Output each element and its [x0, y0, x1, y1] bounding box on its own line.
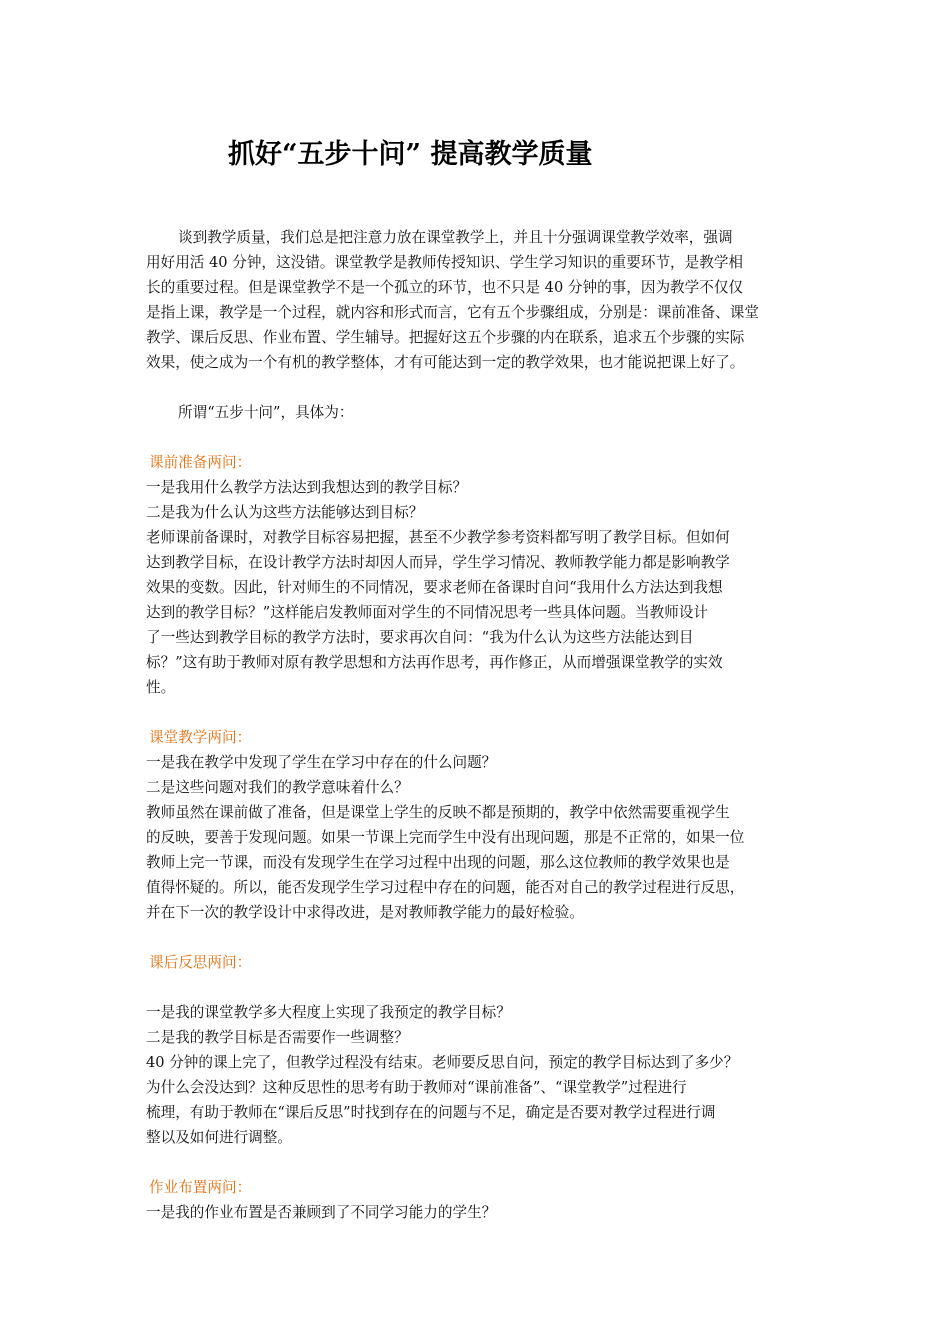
intro-line: 教学、课后反思、作业布置、学生辅导。把握好这五个步骤的内在联系，追求五个步骤的实际: [146, 329, 745, 346]
section-body-line: 达到教学目标，在设计教学方法时却因人而异，学生学习情况、教师教学能力都是影响教学: [146, 554, 730, 571]
section-question: 一是我的课堂教学多大程度上实现了我预定的教学目标？: [146, 1004, 511, 1021]
section-body-line: 教师上完一节课，而没有发现学生在学习过程中出现的问题，那么这位教师的教学效果也是: [146, 854, 730, 871]
section-body-line: 并在下一次的教学设计中求得改进，是对教师教学能力的最好检验。: [146, 904, 584, 921]
section-question: 二是我为什么认为这些方法能够达到目标？: [146, 504, 424, 521]
intro-line: 长的重要过程。但是课堂教学不是一个孤立的环节，也不只是 40 分钟的事，因为教学不仅仅: [146, 279, 744, 296]
section-heading: 课后反思两问：: [149, 954, 252, 971]
section-body-line: 老师课前备课时，对教学目标容易把握，甚至不少教学参考资料都写明了教学目标。但如何: [146, 529, 730, 546]
section-question: 一是我在教学中发现了学生在学习中存在的什么问题？: [146, 754, 497, 771]
intro-line: 谈到教学质量，我们总是把注意力放在课堂教学上，并且十分强调课堂教学效率，强调: [178, 229, 733, 246]
section-body-line: 整以及如何进行调整。: [146, 1129, 292, 1146]
section-question: 一是我用什么教学方法达到我想达到的教学目标？: [146, 479, 468, 496]
section-body-line: 为什么会没达到？这种反思性的思考有助于教师对“课前准备”、“课堂教学”过程进行: [146, 1079, 687, 1096]
section-body-line: 的反映，要善于发现问题。如果一节课上完而学生中没有出现问题，那是不正常的，如果一位: [146, 829, 745, 846]
section-heading: 作业布置两问：: [149, 1179, 252, 1196]
section-question: 一是我的作业布置是否兼顾到了不同学习能力的学生？: [146, 1204, 497, 1221]
lead-line: 所谓“五步十问”，具体为：: [178, 404, 354, 421]
section-question: 二是我的教学目标是否需要作一些调整？: [146, 1029, 409, 1046]
section-question: 二是这些问题对我们的教学意味着什么？: [146, 779, 409, 796]
section-body-line: 标？”这有助于教师对原有教学思想和方法再作思考，再作修正，从而增强课堂教学的实效: [146, 654, 723, 671]
intro-line: 用好用活 40 分钟，这没错。课堂教学是教师传授知识、学生学习知识的重要环节，是教学相: [146, 254, 744, 271]
section-heading: 课堂教学两问：: [149, 729, 252, 746]
section-body-line: 效果的变数。因此，针对师生的不同情况，要求老师在备课时自问“我用什么方法达到我想: [146, 579, 723, 596]
section-body-line: 教师虽然在课前做了准备，但是课堂上学生的反映不都是预期的，教学中依然需要重视学生: [146, 804, 730, 821]
section-body-line: 值得怀疑的。所以，能否发现学生学习过程中存在的问题，能否对自己的教学过程进行反思，: [146, 879, 745, 896]
section-body-line: 40 分钟的课上完了，但教学过程没有结束。老师要反思自问，预定的教学目标达到了多少？: [146, 1054, 739, 1071]
section-body-line: 梳理，有助于教师在“课后反思”时找到存在的问题与不足，确定是否要对教学过程进行调: [146, 1104, 716, 1121]
document-title: 抓好“五步十问” 提高教学质量: [228, 139, 593, 170]
intro-line: 是指上课，教学是一个过程，就内容和形式而言，它有五个步骤组成，分别是：课前准备、课堂: [146, 304, 759, 321]
section-body-line: 达到的教学目标？”这样能启发教师面对学生的不同情况思考一些具体问题。当教师设计: [146, 604, 709, 621]
section-body-line: 性。: [146, 679, 176, 696]
section-body-line: 了一些达到教学目标的教学方法时，要求再次自问：“我为什么认为这些方法能达到目: [146, 629, 694, 646]
intro-line: 效果，使之成为一个有机的教学整体，才有可能达到一定的教学效果，也才能说把课上好了。: [146, 354, 745, 371]
section-heading: 课前准备两问：: [149, 454, 252, 471]
